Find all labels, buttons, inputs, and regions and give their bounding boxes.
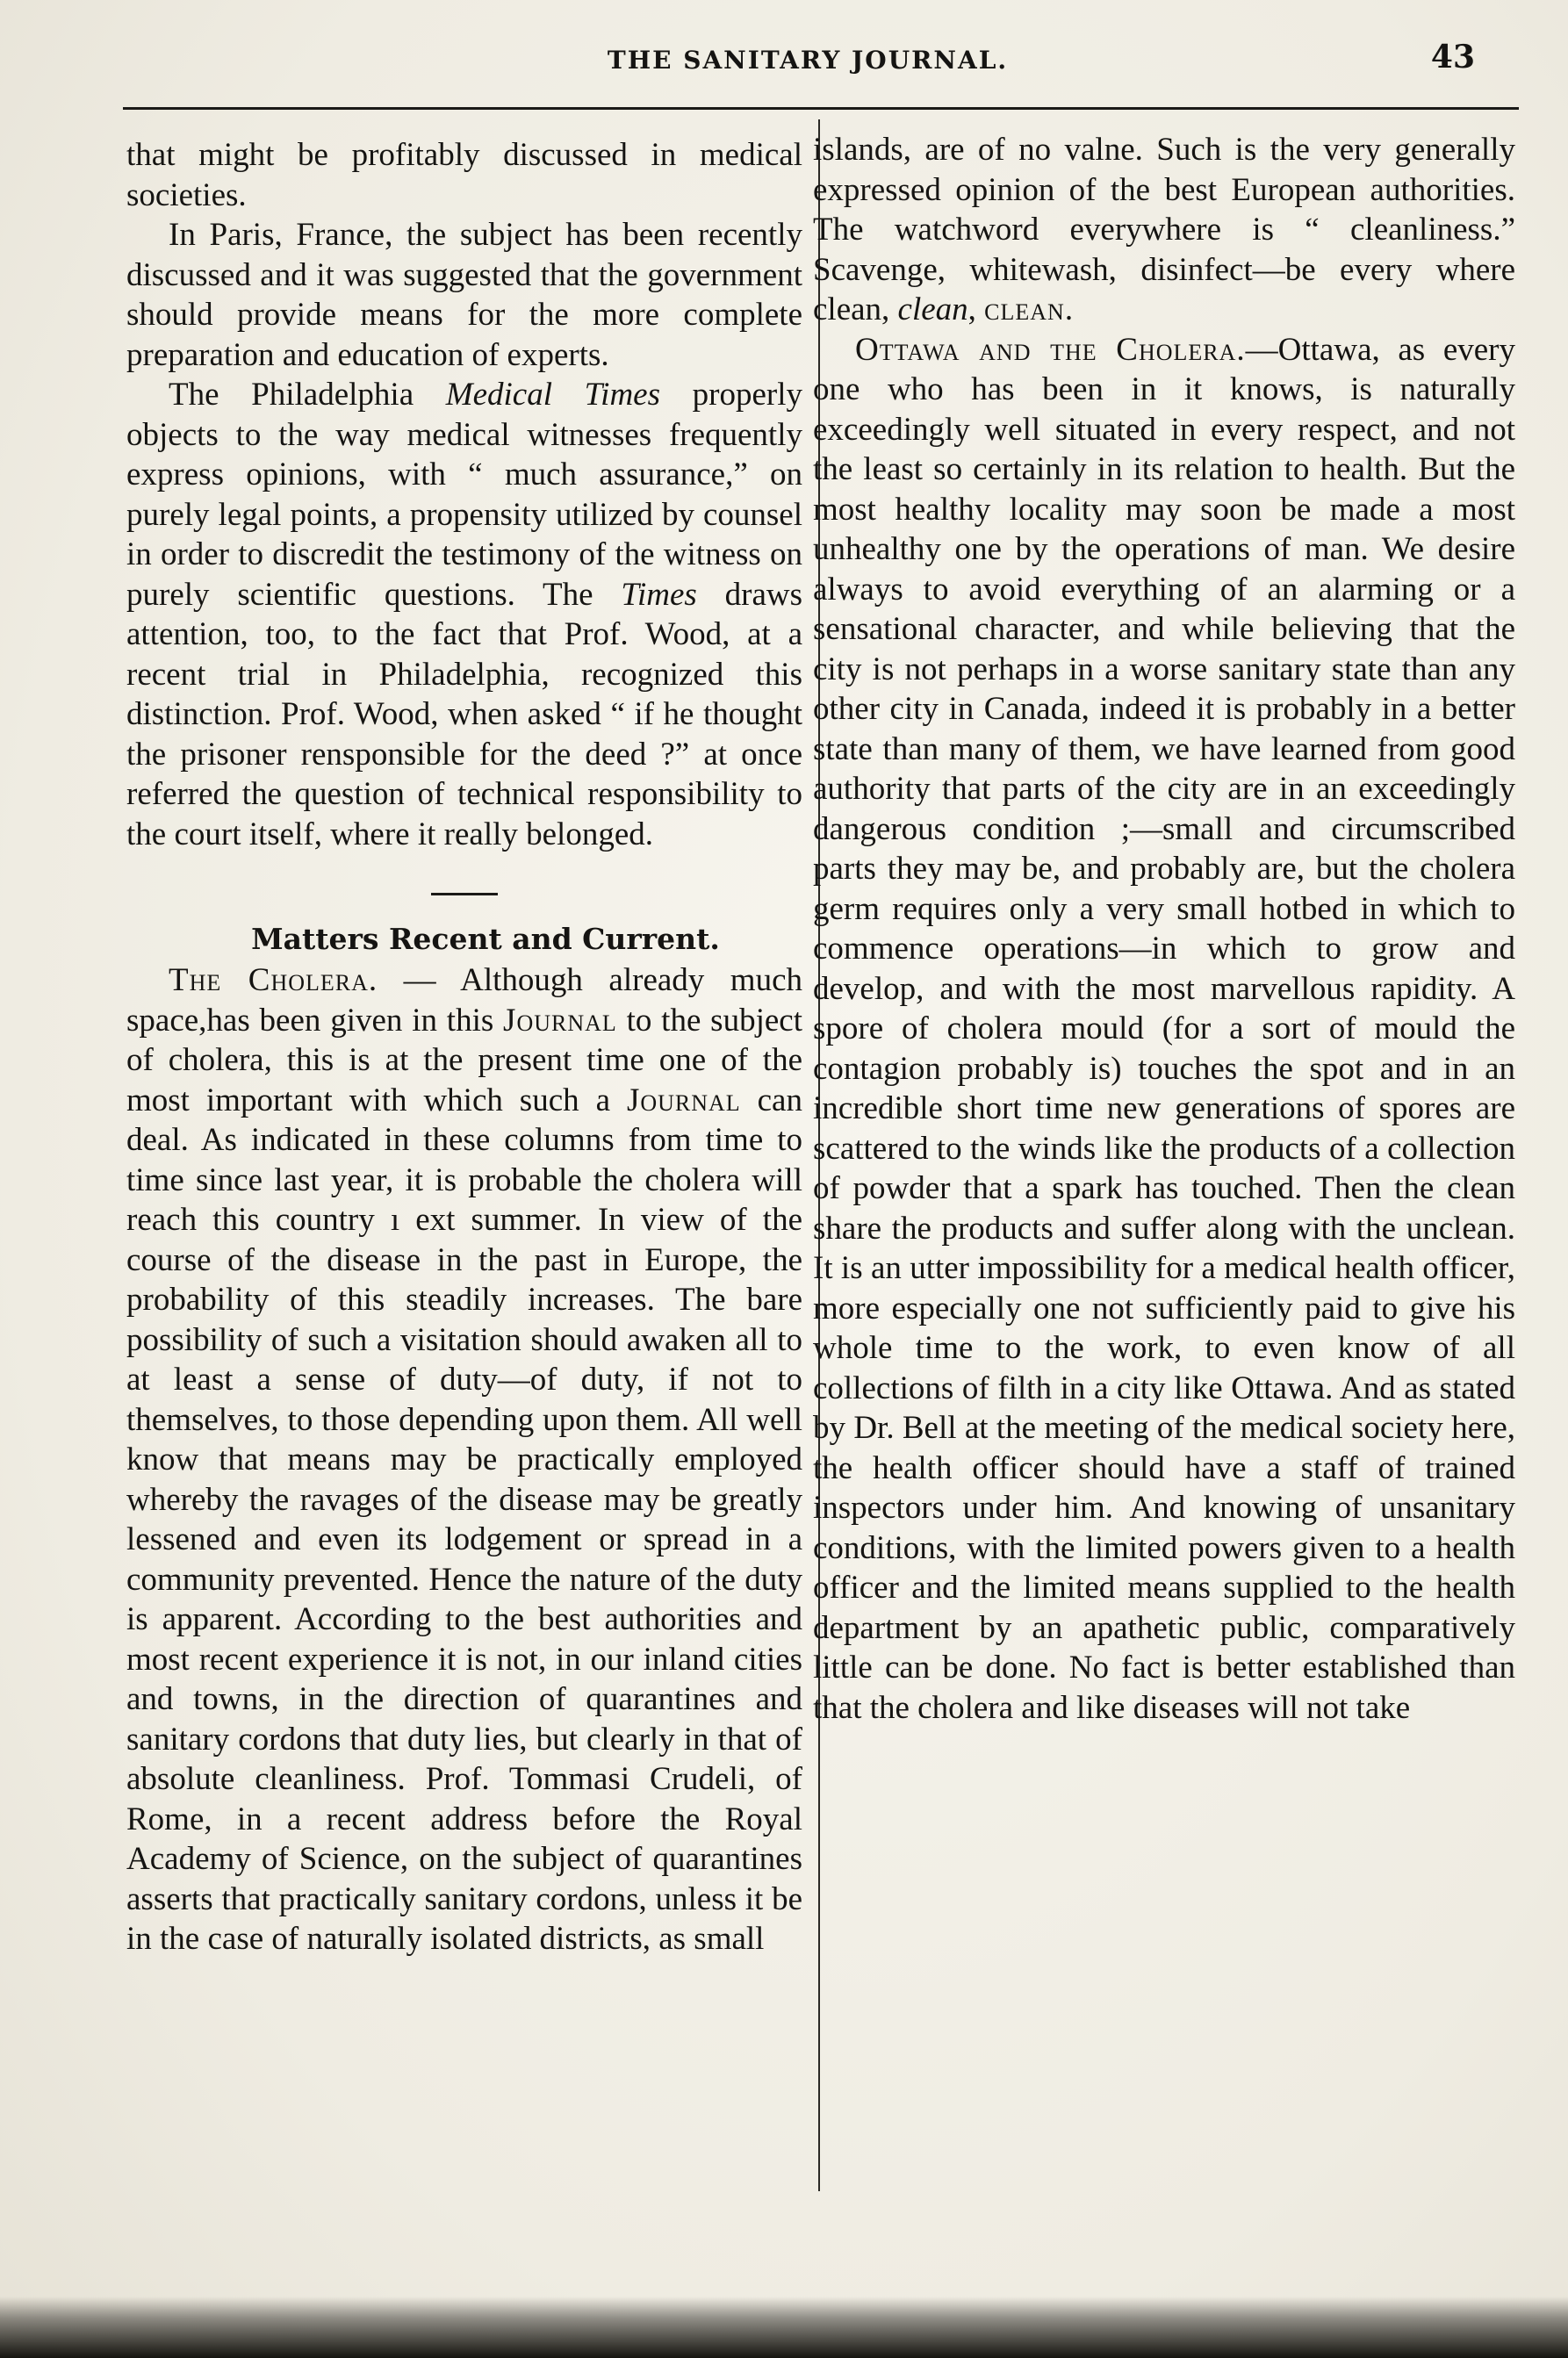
section-divider	[431, 893, 498, 895]
text-run: to the subject of cholera, this is at the present time one of the most important with which such a	[126, 1002, 802, 1118]
text-run: can deal. As indicated in these columns from time to time since last year, it is probable the cholera will reach this country ı ext summer. In view of the course of the disease in the past in Europe, the probability of this steadily increases. The bare possibility of such a visitation should awaken all to at least a sense of duty—of duty, if not to themselves, to those depending upon them. All well know that means may be practically employed whereby the ravages of the disease may be greatly lessened and even its lodgement or spread in a community prevented. Hence the nature of the duty is apparent. According to the best authorities and most recent experience it is not, in our inland cities and towns, in the direction of quarantines and sanitary cordons that duty lies, but clearly in that of absolute cleanliness. Prof. Tommasi Crudeli, of Rome, in a recent address before the Royal Academy of Science, on the subject of quarantines asserts that practically sanitary cordons, unless it be in the case of naturally isolated districts, as small	[126, 1082, 802, 1957]
text-run: The Philadelphia	[169, 377, 446, 413]
paragraph-philadelphia	[126, 375, 802, 854]
text-run: draws attention, too, to the fact that Prof. Wood, at a recent trial in Philadelphia, recognized this distinction. Prof. Wood, when asked “ if he thought the prisoner rensponsible for the deed ?” at once referred the question of technical responsibility to the court itself, where it really belonged.	[126, 576, 802, 852]
paragraph-continuation	[813, 130, 1515, 330]
journal-name: Journal	[503, 1002, 617, 1039]
header-rule	[123, 107, 1519, 110]
text-run: islands, are of no valne. Such is the very generally expressed opinion of the best European authorities. The watchword everywhere is “ cleanliness.” Scavenge, whitewash, disinfect—be every where clean,	[813, 132, 1515, 327]
run-in-heading: The Cholera.	[169, 962, 378, 998]
paragraph-continuation: that might be profitably discussed in medical societies.	[126, 137, 802, 213]
text-run: properly objects to the way medical witnesses frequently express opinions, with “ much assurance,” on purely legal points, a propensity utilized by counsel in order to discredit the testimony of the witness on purely scientific questions. The	[126, 377, 802, 613]
small-caps-word: clean.	[984, 291, 1075, 327]
paragraph-cholera	[126, 960, 802, 1959]
run-in-heading: Ottawa and the Cholera.	[855, 331, 1246, 368]
running-head	[123, 39, 1492, 98]
journal-title: THE SANITARY JOURNAL.	[607, 46, 1009, 75]
left-column	[126, 135, 802, 1959]
text-run: ,	[967, 291, 985, 327]
page-number: 43	[1430, 39, 1475, 75]
italic-title: Medical Times	[445, 377, 660, 413]
paragraph-paris: In Paris, France, the subject has been recently discussed and it was suggested that the government should provide means for the more complete preparation and education of experts.	[126, 217, 802, 373]
journal-name: Journal	[626, 1082, 741, 1118]
section-heading: Matters Recent and Current.	[251, 922, 720, 956]
italic-word: clean	[897, 291, 968, 327]
scan-bottom-edge	[0, 2297, 1568, 2358]
right-column	[813, 130, 1515, 1728]
text-run: — Although already much space,has been given in this	[126, 962, 802, 1039]
italic-title: Times	[621, 576, 697, 613]
text-run: —Ottawa, as every one who has been in it knows, is naturally exceedingly well situated in every respect, and not the least so certainly in its relation to health. But the most healthy locality may soon be made a most unhealthy one by the operations of man. We desire always to avoid everything of an alarming or a sensational character, and while believing that the city is not perhaps in a worse sanitary state than any other city in Canada, indeed it is probably in a better state than many of them, we have learned from good authority that parts of the city are in an exceedingly dangerous condition ;—small and circumscribed parts they may be, and probably are, but the cholera germ requires only a very small hotbed in which to commence operations—in which to grow and develop, and with the most marvellous rapidity. A spore of cholera mould (for a sort of mould the contagion probably is) touches the spot and in an incredible short time new generations of spores are scattered to the winds like the products of a collection of powder that a spark has touched. Then the clean share the products and suffer along with the unclean. It is an utter impossibility for a medical health officer, more especially one not sufficiently paid to give his whole time to the work, to even know of all collections of filth in a city like Ottawa. And as stated by Dr. Bell at the meeting of the medical society here, the health officer should have a staff of trained inspectors under him. And knowing of unsanitary conditions, with the limited powers given to a health officer and the limited means supplied to the health department by an apathetic public, comparatively little can be done. No fact is better established than that the cholera and like diseases will not take	[813, 331, 1515, 1726]
paragraph-ottawa	[813, 330, 1515, 1729]
